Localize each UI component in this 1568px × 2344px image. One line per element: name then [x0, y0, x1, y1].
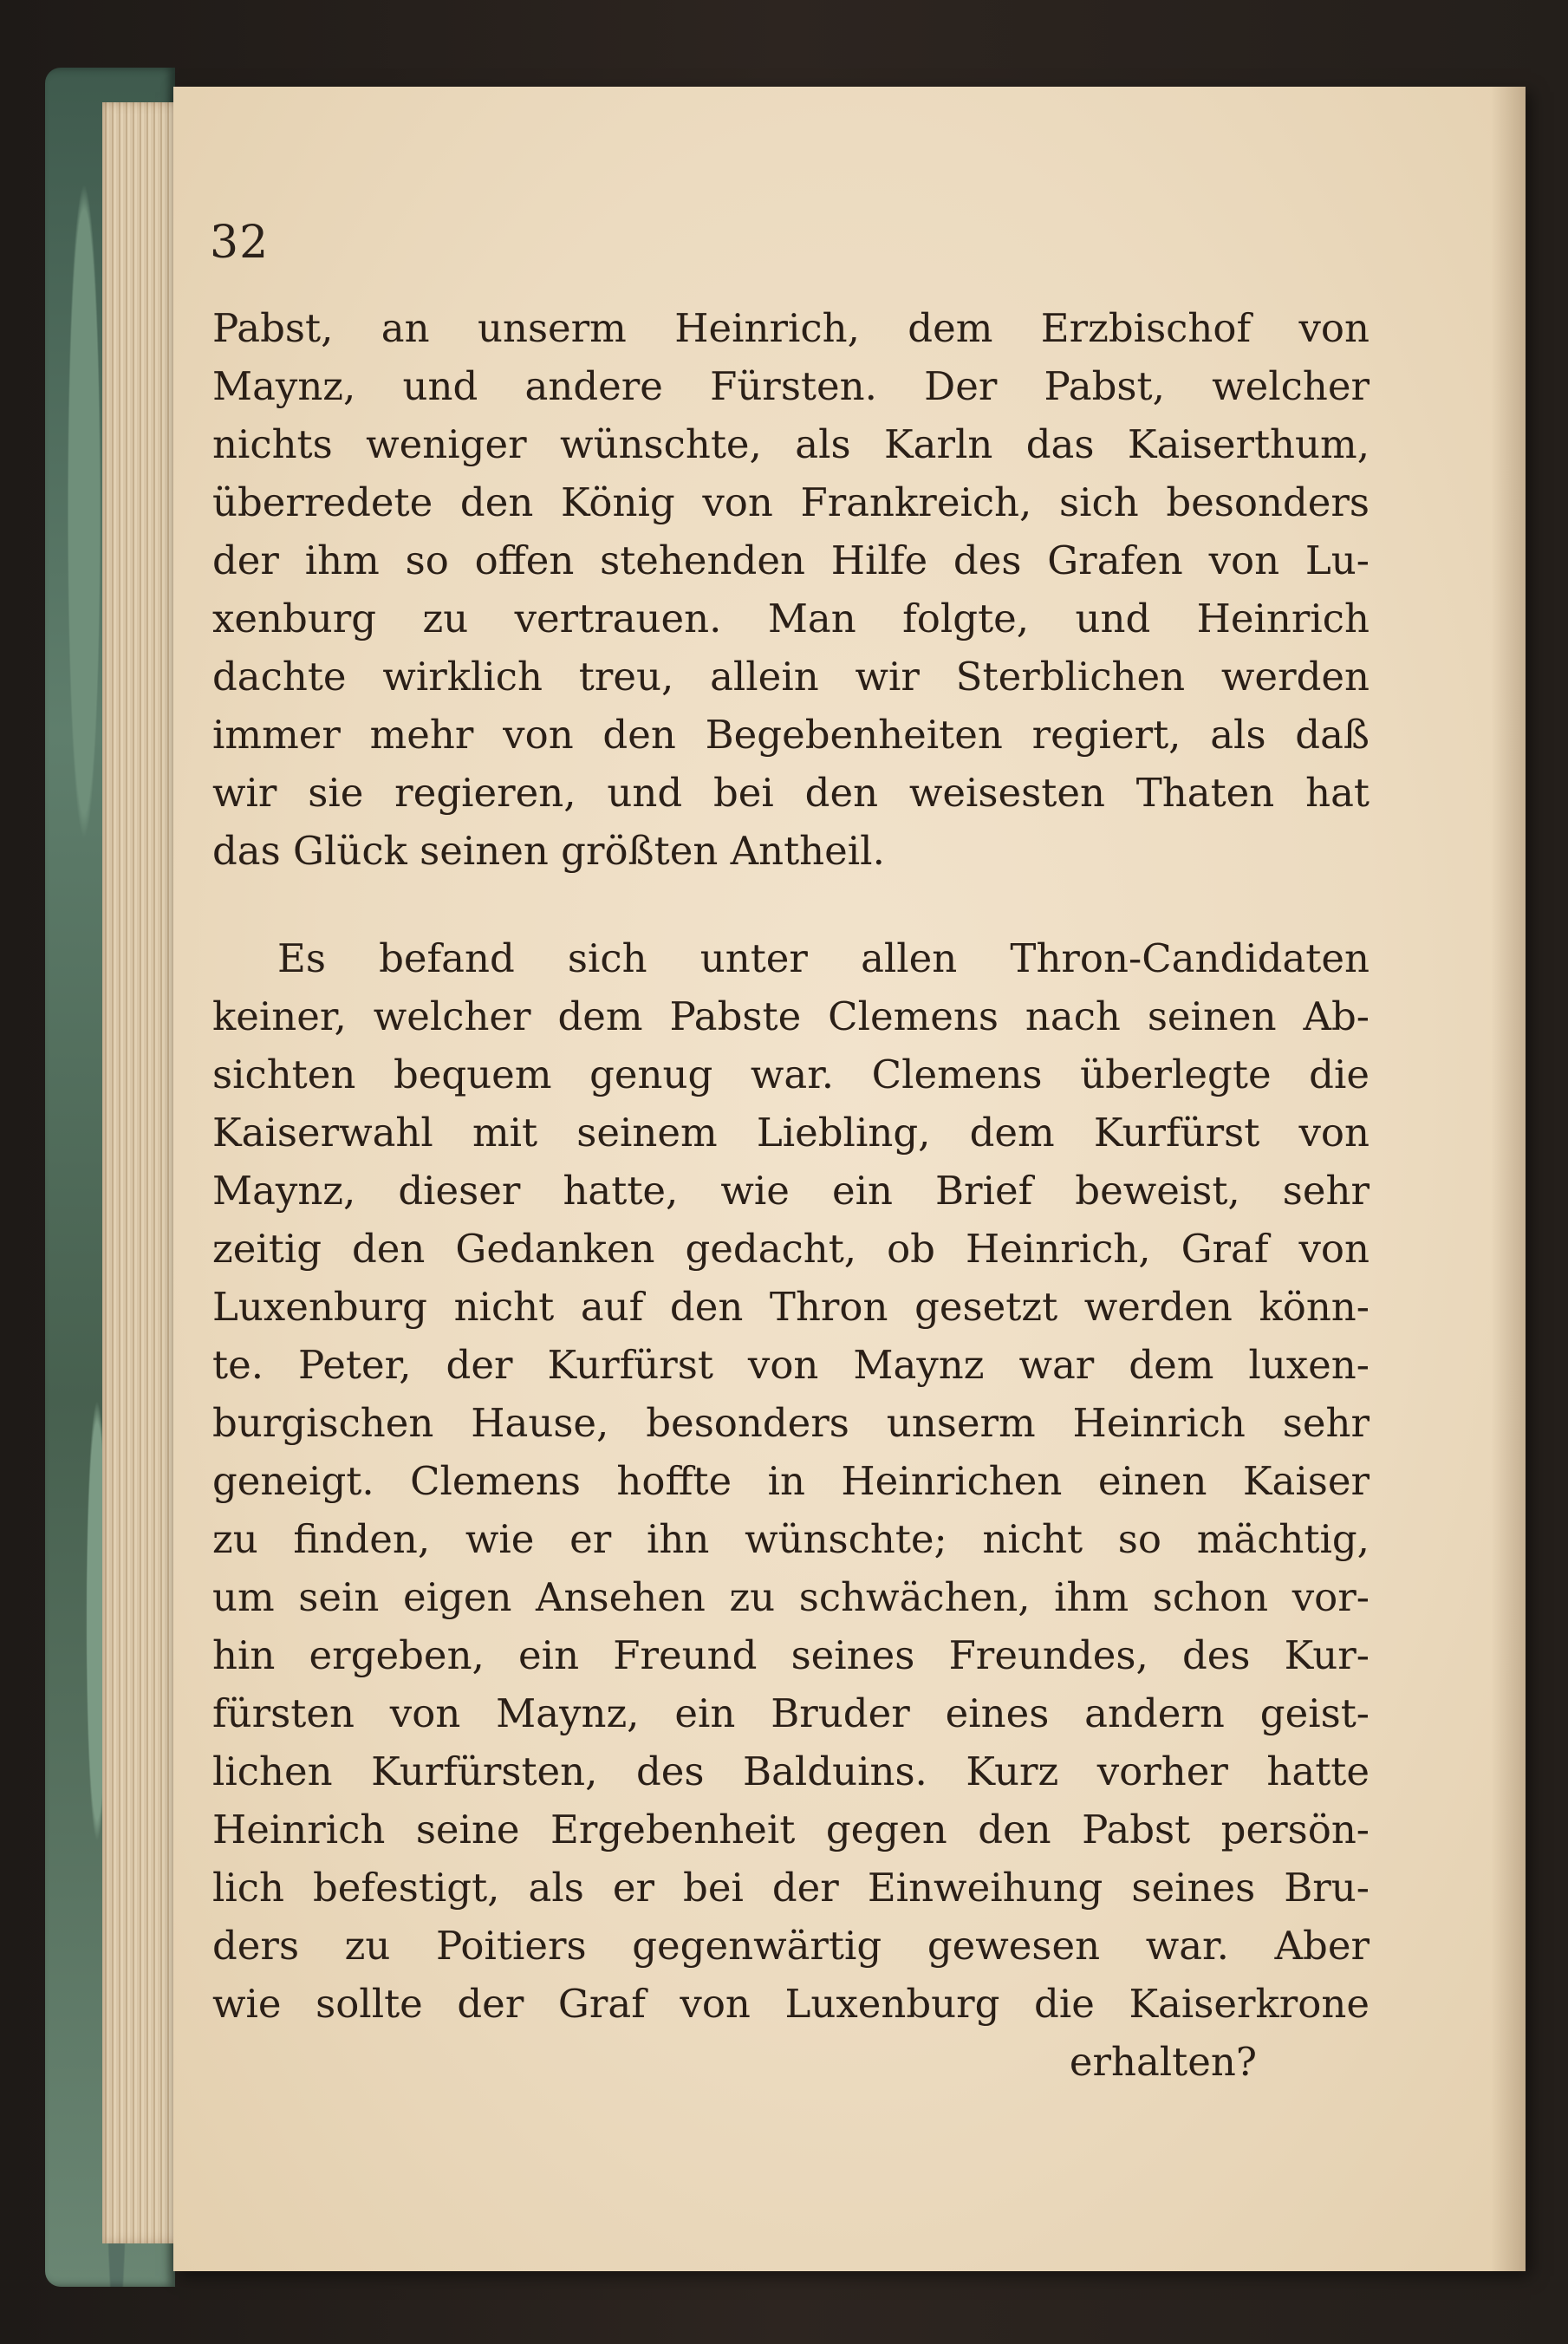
text-line: hin ergeben, ein Freund seines Freundes, des Kur- — [212, 1632, 1370, 1678]
text-line: Kaiserwahl mit seinem Liebling, dem Kurfürst von — [212, 1110, 1370, 1156]
text-line: keiner, welcher dem Pabste Clemens nach seinen Ab- — [212, 993, 1370, 1039]
text-line: Heinrich seine Ergebenheit gegen den Pabst persön- — [212, 1807, 1370, 1852]
paragraph-2 — [212, 929, 1370, 2091]
text-line: Pabst, an unserm Heinrich, dem Erzbischof von — [212, 305, 1370, 351]
text-line: der ihm so offen stehenden Hilfe des Grafen von Lu- — [212, 537, 1370, 583]
text-line: wir sie regieren, und bei den weisesten Thaten hat — [212, 770, 1370, 816]
text-line: Maynz, und andere Fürsten. Der Pabst, welcher — [212, 363, 1370, 409]
text-line: lichen Kurfürsten, des Balduins. Kurz vorher hatte — [212, 1748, 1370, 1794]
text-line: das Glück seinen größten Antheil. — [212, 828, 885, 874]
text-line: wie sollte der Graf von Luxenburg die Kaiserkrone — [212, 1981, 1370, 2027]
text-line: überredete den König von Frankreich, sich besonders — [212, 479, 1370, 525]
text-line: um sein eigen Ansehen zu schwächen, ihm schon vor- — [212, 1574, 1370, 1620]
text-line: Luxenburg nicht auf den Thron gesetzt werden könn- — [212, 1284, 1370, 1330]
paragraph-gap — [212, 880, 1370, 929]
text-line: Maynz, dieser hatte, wie ein Brief beweist, sehr — [212, 1168, 1370, 1214]
text-line: dachte wirklich treu, allein wir Sterblichen werden — [212, 654, 1370, 700]
final-line: erhalten? — [1069, 2039, 1257, 2085]
text-line: xenburg zu vertrauen. Man folgte, und Heinrich — [212, 596, 1370, 641]
text-line: zeitig den Gedanken gedacht, ob Heinrich, Graf von — [212, 1226, 1370, 1272]
page-number: 32 — [210, 217, 270, 269]
text-line: geneigt. Clemens hoffte in Heinrichen einen Kaiser — [212, 1458, 1370, 1504]
text-line: fürsten von Maynz, ein Bruder eines andern geist- — [212, 1690, 1370, 1736]
text-line: te. Peter, der Kurfürst von Maynz war dem luxen- — [212, 1342, 1370, 1388]
text-line: immer mehr von den Begebenheiten regiert, als daß — [212, 712, 1370, 758]
text-line: zu finden, wie er ihn wünschte; nicht so mächtig, — [212, 1516, 1370, 1562]
body-text — [212, 299, 1370, 2091]
text-line: Es befand sich unter allen Thron-Candidaten — [277, 935, 1370, 981]
text-line: lich befestigt, als er bei der Einweihung seines Bru- — [212, 1865, 1370, 1911]
text-line: sichten bequem genug war. Clemens überlegte die — [212, 1052, 1370, 1097]
text-line: nichts weniger wünschte, als Karln das Kaiserthum, — [212, 421, 1370, 467]
text-line: burgischen Hause, besonders unserm Heinrich sehr — [212, 1400, 1370, 1446]
paragraph-1 — [212, 299, 1370, 880]
text-line: ders zu Poitiers gegenwärtig gewesen war. Aber — [212, 1923, 1370, 1969]
